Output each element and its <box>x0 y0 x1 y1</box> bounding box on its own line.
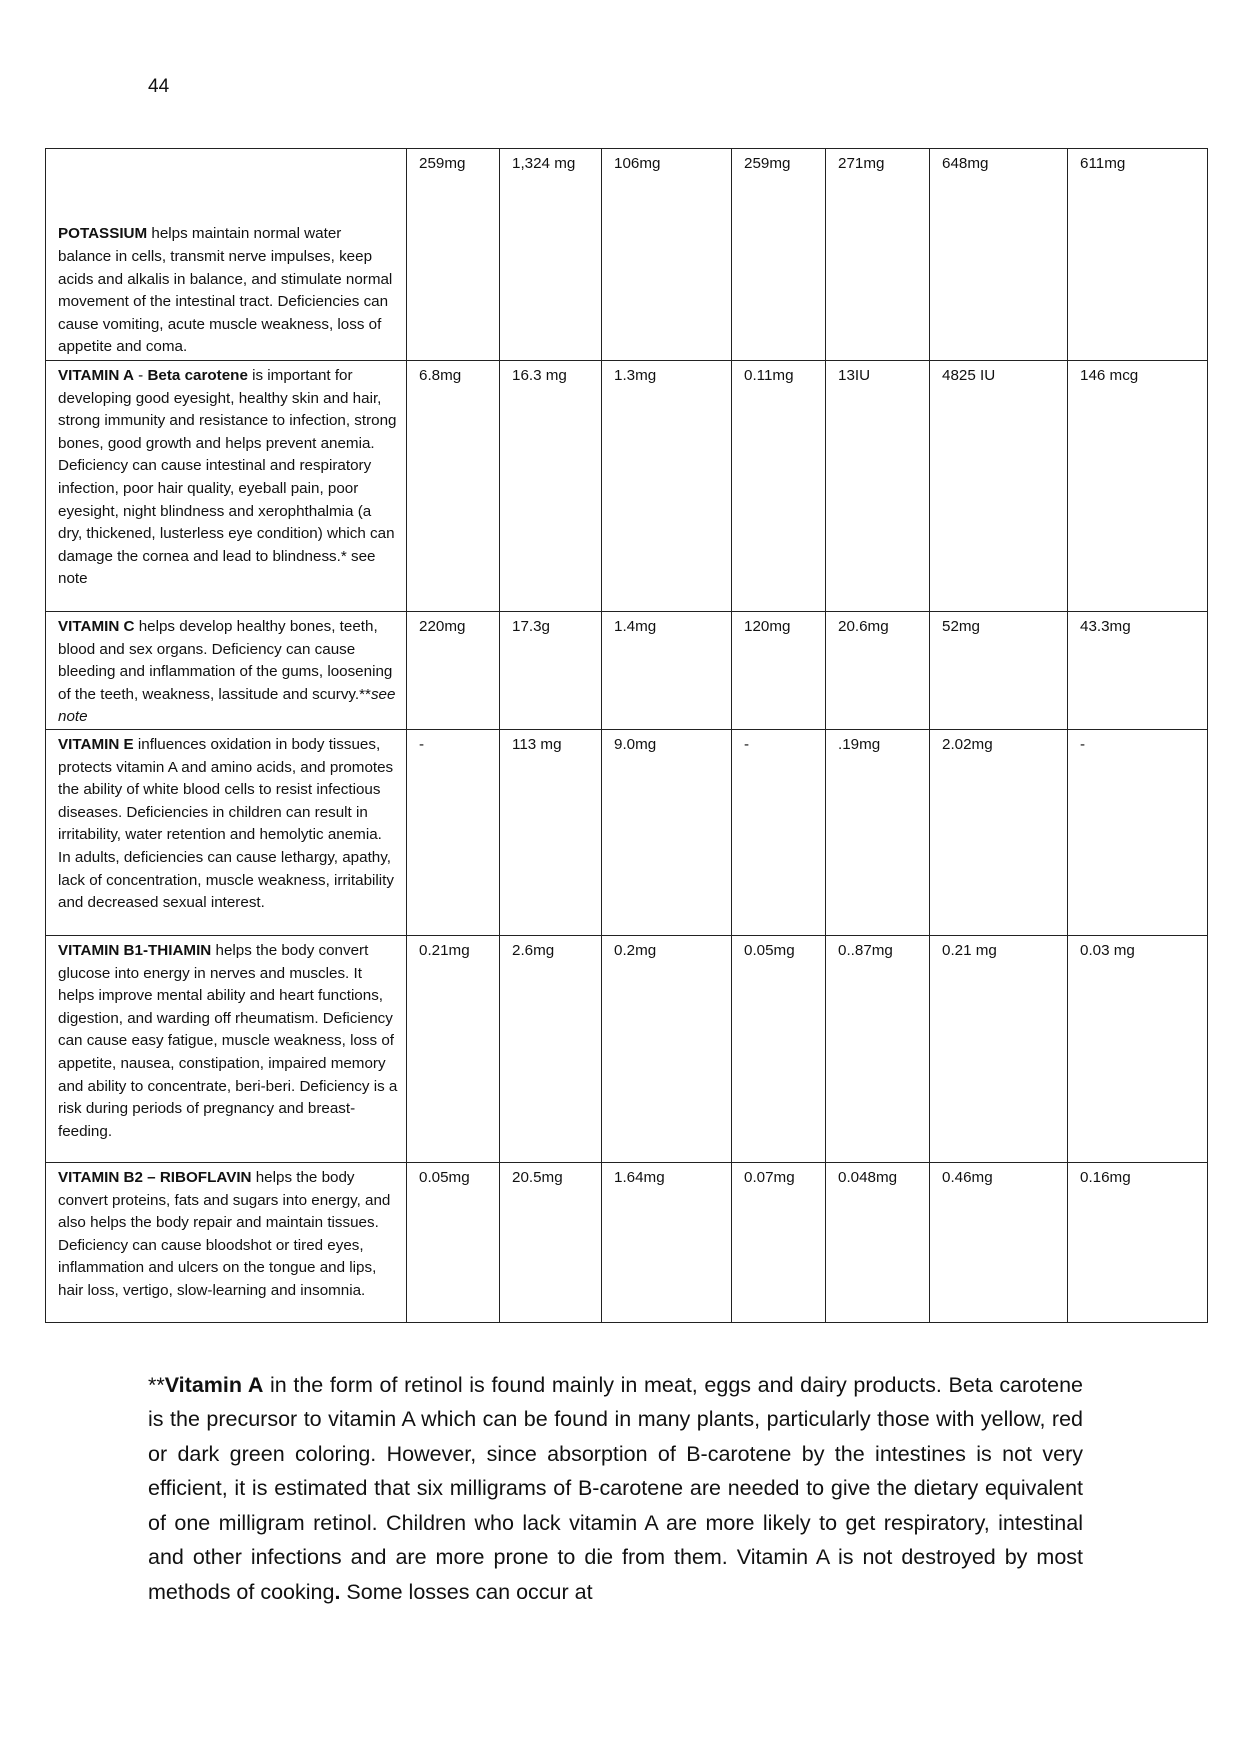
value-cell: 16.3 mg <box>500 361 602 612</box>
nutrient-name: VITAMIN B2 – RIBOFLAVIN <box>58 1168 252 1186</box>
value-cell: 0.11mg <box>732 361 826 612</box>
value-cell: 0.07mg <box>732 1162 826 1322</box>
nutrient-description-text: influences oxidation in body tissues, protects vitamin A and amino acids, and promotes the ability of white blood cells to resist infectious diseases. Deficiencies in children can result in irritability, water retention and hemolytic anemia. In adults, deficiencies can cause lethargy, apathy, lack of concentration, muscle weakness, irritability and decreased sexual interest. <box>58 735 394 912</box>
table-row <box>46 361 1208 612</box>
note-text-end: Some losses can occur at <box>340 1580 593 1605</box>
note-marker: ** <box>148 1372 165 1397</box>
value-cell: 0.16mg <box>1068 1162 1208 1322</box>
value-cell: 259mg <box>407 149 500 361</box>
table-row <box>46 149 1208 361</box>
see-note-reference: see note <box>58 685 396 726</box>
value-cell: 13IU <box>826 361 930 612</box>
value-cell: 0..87mg <box>826 935 930 1162</box>
table-row <box>46 729 1208 935</box>
value-cell: 113 mg <box>500 729 602 935</box>
value-cell: 0.2mg <box>602 935 732 1162</box>
value-cell: 0.03 mg <box>1068 935 1208 1162</box>
value-cell: 0.46mg <box>930 1162 1068 1322</box>
note-period: . <box>334 1580 341 1605</box>
value-cell: .19mg <box>826 729 930 935</box>
value-cell: 0.048mg <box>826 1162 930 1322</box>
value-cell: 2.02mg <box>930 729 1068 935</box>
nutrient-description <box>46 149 407 361</box>
value-cell: 0.05mg <box>407 1162 500 1322</box>
vitamin-a-note <box>148 1368 1083 1610</box>
value-cell: 4825 IU <box>930 361 1068 612</box>
nutrient-description <box>46 361 407 612</box>
nutrient-description-text: is important for developing good eyesight, healthy skin and hair, strong immunity and resistance to infection, strong bones, good growth and helps prevent anemia. Deficiency can cause intestinal and respiratory infection, poor hair quality, eyeball pain, poor eyesight, night blindness and xerophthalmia (a dry, thickened, lusterless eye condition) which can damage the cornea and lead to blindness.* see note <box>58 367 397 588</box>
nutrient-name: VITAMIN E <box>58 735 134 753</box>
value-cell: 0.21 mg <box>930 935 1068 1162</box>
table-row <box>46 1162 1208 1322</box>
nutrient-name: VITAMIN B1-THIAMIN <box>58 941 212 959</box>
value-cell: 1,324 mg <box>500 149 602 361</box>
nutrient-subname: Beta carotene <box>147 367 248 384</box>
table-row <box>46 935 1208 1162</box>
value-cell: - <box>1068 729 1208 935</box>
value-cell: 271mg <box>826 149 930 361</box>
nutrient-table <box>45 148 1208 1323</box>
value-cell: 220mg <box>407 612 500 730</box>
value-cell: 52mg <box>930 612 1068 730</box>
nutrient-description <box>46 729 407 935</box>
value-cell: 648mg <box>930 149 1068 361</box>
value-cell: - <box>732 729 826 935</box>
nutrient-description <box>46 1162 407 1322</box>
value-cell: 611mg <box>1068 149 1208 361</box>
value-cell: 20.5mg <box>500 1162 602 1322</box>
value-cell: 120mg <box>732 612 826 730</box>
value-cell: 2.6mg <box>500 935 602 1162</box>
value-cell: 1.4mg <box>602 612 732 730</box>
nutrient-description-text: helps the body convert proteins, fats and sugars into energy, and also helps the body repair and maintain tissues. Deficiency can cause bloodshot or tired eyes, inflammation and ulcers on the tongue and lips, hair loss, vertigo, slow-learning and insomnia. <box>58 1168 391 1299</box>
nutrient-description-text: helps the body convert glucose into energy in nerves and muscles. It helps improve mental ability and heart functions, digestion, and warding off rheumatism. Deficiency can cause easy fatigue, muscle weakness, loss of appetite, nausea, constipation, impaired memory and ability to concentrate, beri-beri. Deficiency is a risk during periods of pregnancy and breast-feeding. <box>58 941 398 1140</box>
nutrient-name: VITAMIN A <box>58 367 134 384</box>
value-cell: 9.0mg <box>602 729 732 935</box>
nutrient-name: VITAMIN C <box>58 618 135 635</box>
value-cell: 6.8mg <box>407 361 500 612</box>
value-cell: 1.64mg <box>602 1162 732 1322</box>
value-cell: 0.05mg <box>732 935 826 1162</box>
nutrient-description <box>46 612 407 730</box>
value-cell: 259mg <box>732 149 826 361</box>
table-row <box>46 612 1208 730</box>
value-cell: 43.3mg <box>1068 612 1208 730</box>
page-number: 44 <box>148 76 170 97</box>
value-cell: 106mg <box>602 149 732 361</box>
nutrient-separator: - <box>133 367 148 384</box>
nutrient-description <box>46 935 407 1162</box>
value-cell: - <box>407 729 500 935</box>
value-cell: 0.21mg <box>407 935 500 1162</box>
note-text: in the form of retinol is found mainly in meat, eggs and dairy products. Beta carotene is the precursor to vitamin A which can be found in many plants, particularly those with yellow, red or dark green coloring. However, since absorption of B-carotene by the intestines is not very efficient, it is estimated that six milligrams of B-carotene are needed to give the dietary equivalent of one milligram retinol. Children who lack vitamin A are more likely to get respiratory, intestinal and other infections and are more prone to die from them. Vitamin A is not destroyed by most methods of cooking <box>148 1372 1084 1605</box>
nutrient-name: POTASSIUM <box>58 225 148 243</box>
value-cell: 20.6mg <box>826 612 930 730</box>
value-cell: 146 mcg <box>1068 361 1208 612</box>
nutrient-description-text: helps develop healthy bones, teeth, blood and sex organs. Deficiency can cause bleeding and inflammation of the gums, loosening of the teeth, weakness, lassitude and scurvy.** <box>58 618 393 703</box>
note-heading: Vitamin A <box>164 1372 264 1397</box>
value-cell: 1.3mg <box>602 361 732 612</box>
value-cell: 17.3g <box>500 612 602 730</box>
nutrient-description-text: helps maintain normal water balance in cells, transmit nerve impulses, keep acids and alkalis in balance, and stimulate normal movement of the intestinal tract. Deficiencies can cause vomiting, acute muscle weakness, loss of appetite and coma. <box>58 225 393 356</box>
